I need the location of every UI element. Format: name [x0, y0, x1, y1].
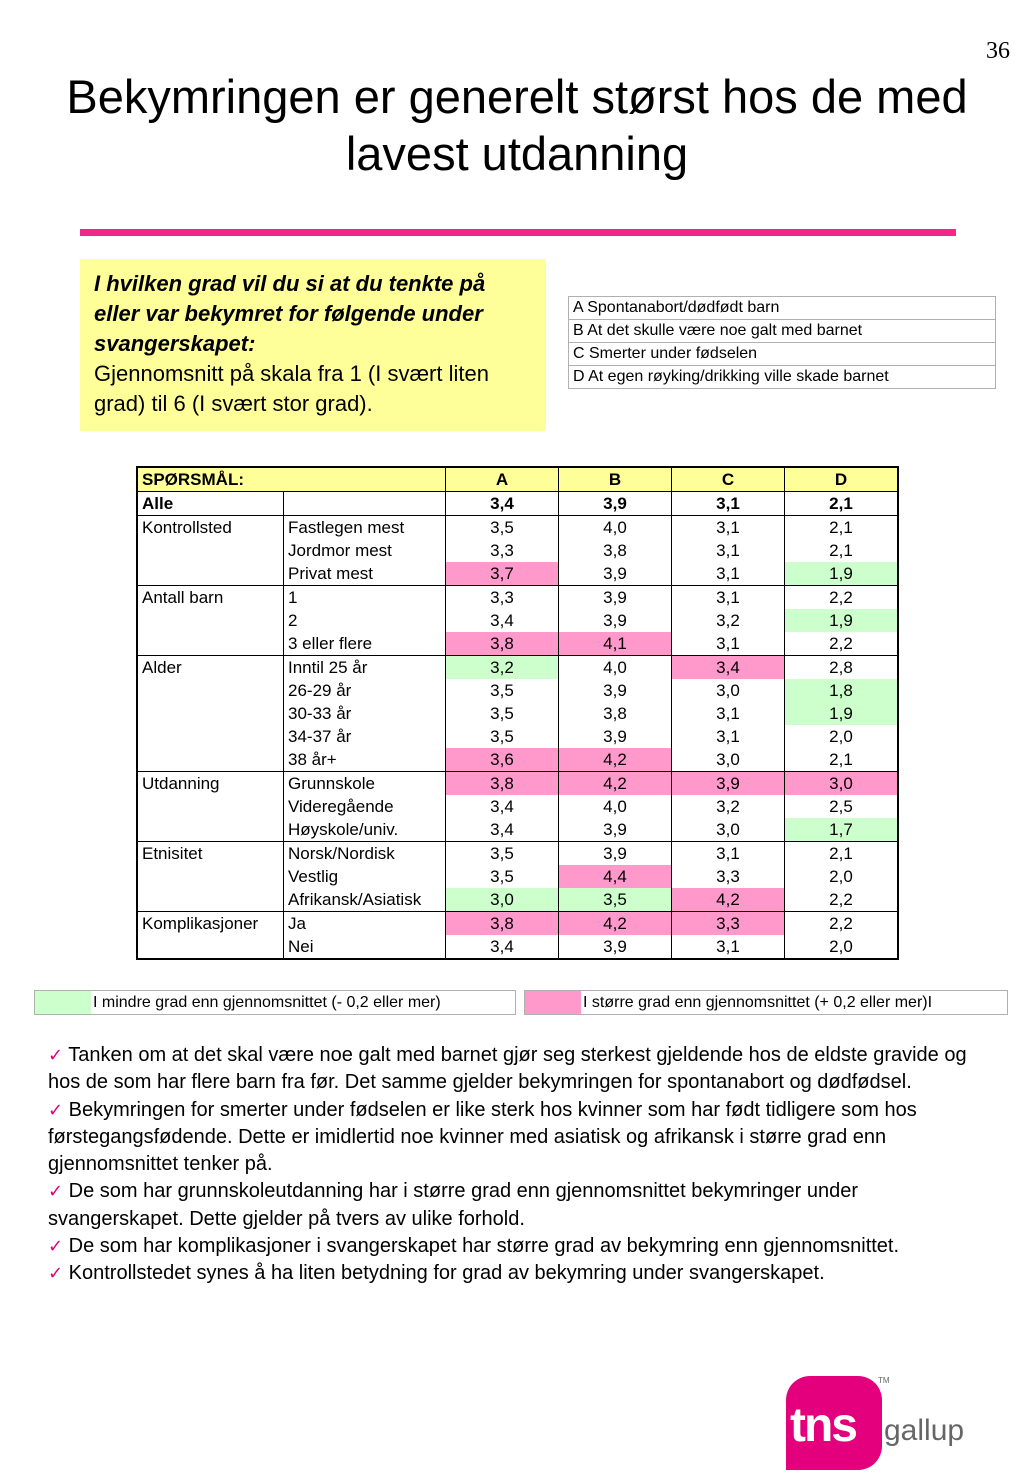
row-group [137, 865, 284, 888]
logo-brand-text: tns [790, 1399, 856, 1452]
question-legend-table [568, 296, 996, 389]
results-table [136, 466, 899, 960]
value-cell-a: 3,8 [446, 772, 559, 796]
value-cell-b: 3,9 [559, 562, 672, 586]
value-cell-a: 3,5 [446, 702, 559, 725]
checkmark-icon: ✓ [48, 1236, 64, 1258]
value-cell-c: 3,1 [672, 586, 785, 610]
row-group: Alle [137, 492, 284, 516]
row-subgroup: Grunnskole [284, 772, 446, 796]
value-cell-b: 3,9 [559, 725, 672, 748]
legend-item-d: D At egen røyking/drikking ville skade barnet [569, 366, 996, 389]
checkmark-icon: ✓ [48, 1263, 64, 1285]
legend-item-a: A Spontanabort/dødfødt barn [569, 297, 996, 320]
table-row [137, 679, 898, 702]
checkmark-icon: ✓ [48, 1181, 64, 1203]
header-col-d: D [785, 467, 899, 492]
value-cell-a: 3,4 [446, 935, 559, 959]
legend-less-text: I mindre grad enn gjennomsnittet (- 0,2 eller mer) [93, 993, 441, 1011]
question-box [80, 259, 546, 431]
row-group [137, 725, 284, 748]
row-group: Kontrollsted [137, 516, 284, 540]
row-group [137, 562, 284, 586]
table-row [137, 842, 898, 866]
value-cell-b: 3,9 [559, 935, 672, 959]
table-row [137, 865, 898, 888]
value-cell-c: 3,3 [672, 865, 785, 888]
value-cell-b: 3,9 [559, 842, 672, 866]
legend-row [569, 320, 996, 343]
row-group [137, 748, 284, 772]
value-cell-b: 3,9 [559, 609, 672, 632]
value-cell-b: 3,9 [559, 818, 672, 842]
value-cell-b: 4,0 [559, 656, 672, 680]
row-subgroup: Inntil 25 år [284, 656, 446, 680]
checkmark-icon: ✓ [48, 1045, 64, 1066]
table-row [137, 586, 898, 610]
value-cell-d: 2,1 [785, 492, 899, 516]
value-cell-a: 3,5 [446, 842, 559, 866]
value-cell-c: 3,1 [672, 842, 785, 866]
value-cell-b: 3,8 [559, 539, 672, 562]
value-cell-a: 3,8 [446, 912, 559, 936]
value-cell-a: 3,3 [446, 586, 559, 610]
value-cell-a: 3,5 [446, 516, 559, 540]
table-row [137, 562, 898, 586]
value-cell-c: 3,0 [672, 818, 785, 842]
row-subgroup: Nei [284, 935, 446, 959]
value-cell-b: 3,9 [559, 586, 672, 610]
table-row [137, 516, 898, 540]
value-cell-d: 2,5 [785, 795, 899, 818]
logo-mark [786, 1376, 882, 1470]
legend-more [524, 990, 1008, 1015]
value-cell-d: 2,0 [785, 865, 899, 888]
legend-more-text: I større grad enn gjennomsnittet (+ 0,2 eller mer)I [583, 993, 933, 1011]
row-subgroup: 30-33 år [284, 702, 446, 725]
value-cell-b: 4,2 [559, 748, 672, 772]
row-subgroup: 38 år+ [284, 748, 446, 772]
value-cell-c: 3,1 [672, 935, 785, 959]
value-cell-b: 4,0 [559, 795, 672, 818]
row-group [137, 679, 284, 702]
value-cell-d: 2,0 [785, 725, 899, 748]
row-group: Komplikasjoner [137, 912, 284, 936]
row-subgroup: Jordmor mest [284, 539, 446, 562]
row-subgroup: Høyskole/univ. [284, 818, 446, 842]
row-group: Alder [137, 656, 284, 680]
value-cell-c: 3,9 [672, 772, 785, 796]
header-col-b: B [559, 467, 672, 492]
title-divider [80, 229, 956, 236]
pink-swatch [525, 991, 581, 1014]
logo-tm: TM [878, 1376, 890, 1385]
value-cell-b: 3,9 [559, 679, 672, 702]
row-subgroup: Norsk/Nordisk [284, 842, 446, 866]
row-subgroup: Ja [284, 912, 446, 936]
value-cell-b: 4,1 [559, 632, 672, 656]
value-cell-a: 3,0 [446, 888, 559, 912]
tns-gallup-logo [786, 1376, 966, 1470]
list-item: ✓ Kontrollstedet synes å ha liten betydning for grad av bekymring under svangerskapet. [48, 1262, 825, 1285]
row-group [137, 539, 284, 562]
value-cell-b: 4,0 [559, 516, 672, 540]
row-subgroup: 3 eller flere [284, 632, 446, 656]
row-subgroup [284, 492, 446, 516]
table-row [137, 609, 898, 632]
row-group [137, 795, 284, 818]
row-subgroup: Afrikansk/Asiatisk [284, 888, 446, 912]
value-cell-c: 3,1 [672, 632, 785, 656]
value-cell-c: 3,1 [672, 516, 785, 540]
table-row [137, 748, 898, 772]
list-item: ✓ De som har komplikasjoner i svangerskapet har større grad av bekymring enn gjennomsnittet. [48, 1235, 900, 1258]
value-cell-d: 2,2 [785, 586, 899, 610]
table-row [137, 656, 898, 680]
value-cell-b: 3,5 [559, 888, 672, 912]
value-cell-a: 3,7 [446, 562, 559, 586]
value-cell-b: 4,2 [559, 912, 672, 936]
value-cell-d: 2,1 [785, 539, 899, 562]
value-cell-b: 4,2 [559, 772, 672, 796]
value-cell-b: 4,4 [559, 865, 672, 888]
row-subgroup: 1 [284, 586, 446, 610]
value-cell-d: 2,2 [785, 912, 899, 936]
value-cell-c: 3,2 [672, 795, 785, 818]
question-text: I hvilken grad vil du si at du tenkte på eller var bekymret for følgende under svangerskapet: [94, 271, 486, 356]
value-cell-d: 2,0 [785, 935, 899, 959]
value-cell-a: 3,4 [446, 818, 559, 842]
checkmark-icon: ✓ [48, 1099, 64, 1121]
value-cell-a: 3,2 [446, 656, 559, 680]
legend-item-c: C Smerter under fødselen [569, 343, 996, 366]
value-cell-a: 3,5 [446, 679, 559, 702]
row-subgroup: Fastlegen mest [284, 516, 446, 540]
list-item: ✓ Tanken om at det skal være noe galt med barnet gjør seg sterkest gjeldende hos de eldste gravide og hos de som har flere barn fra før. Det samme gjelder bekymringen for spontanabort og dødfødsel. [48, 1044, 967, 1094]
value-cell-c: 3,0 [672, 748, 785, 772]
row-group [137, 702, 284, 725]
findings-list [48, 1042, 998, 1288]
row-subgroup: 34-37 år [284, 725, 446, 748]
value-cell-c: 3,1 [672, 725, 785, 748]
value-cell-c: 3,0 [672, 679, 785, 702]
row-group [137, 632, 284, 656]
list-item: ✓ Bekymringen for smerter under fødselen er like sterk hos kvinner som har født tidligere som hos førstegangsfødende. Dette er imidlertid noe kvinner med asiatisk og afrikansk i større grad enn gjennomsnittet tenker på. [48, 1098, 917, 1176]
value-cell-d: 1,9 [785, 609, 899, 632]
table-row [137, 888, 898, 912]
value-cell-d: 2,8 [785, 656, 899, 680]
table-row [137, 539, 898, 562]
value-cell-a: 3,5 [446, 725, 559, 748]
value-cell-a: 3,3 [446, 539, 559, 562]
row-subgroup: Videregående [284, 795, 446, 818]
row-group: Etnisitet [137, 842, 284, 866]
value-cell-c: 3,2 [672, 609, 785, 632]
table-row [137, 702, 898, 725]
table-row [137, 818, 898, 842]
row-subgroup: 2 [284, 609, 446, 632]
value-cell-b: 3,8 [559, 702, 672, 725]
value-cell-d: 1,8 [785, 679, 899, 702]
green-swatch [35, 991, 91, 1014]
value-cell-d: 2,2 [785, 888, 899, 912]
value-cell-a: 3,8 [446, 632, 559, 656]
table-row [137, 935, 898, 959]
value-cell-d: 2,1 [785, 748, 899, 772]
value-cell-c: 3,1 [672, 492, 785, 516]
row-group: Antall barn [137, 586, 284, 610]
value-cell-a: 3,6 [446, 748, 559, 772]
value-cell-d: 1,7 [785, 818, 899, 842]
table-row [137, 912, 898, 936]
table-row [137, 725, 898, 748]
table-row [137, 632, 898, 656]
legend-row [569, 366, 996, 389]
value-cell-a: 3,4 [446, 795, 559, 818]
value-cell-a: 3,4 [446, 492, 559, 516]
row-subgroup: Privat mest [284, 562, 446, 586]
table-row [137, 492, 898, 516]
table-header-row [137, 467, 898, 492]
row-group [137, 888, 284, 912]
value-cell-d: 1,9 [785, 702, 899, 725]
row-subgroup: 26-29 år [284, 679, 446, 702]
legend-row [569, 297, 996, 320]
value-cell-c: 3,1 [672, 539, 785, 562]
legend-row [569, 343, 996, 366]
logo-sub-text: gallup [884, 1414, 965, 1447]
value-cell-c: 3,1 [672, 562, 785, 586]
row-subgroup: Vestlig [284, 865, 446, 888]
header-label: SPØRSMÅL: [137, 467, 446, 492]
table-row [137, 795, 898, 818]
row-group [137, 935, 284, 959]
value-cell-c: 4,2 [672, 888, 785, 912]
value-cell-b: 3,9 [559, 492, 672, 516]
value-cell-a: 3,4 [446, 609, 559, 632]
header-col-c: C [672, 467, 785, 492]
question-scale-text: Gjennomsnitt på skala fra 1 (I svært liten grad) til 6 (I svært stor grad). [94, 361, 489, 416]
page-title: Bekymringen er generelt størst hos de med lavest utdanning [66, 70, 968, 180]
legend-item-b: B At det skulle være noe galt med barnet [569, 320, 996, 343]
value-cell-d: 3,0 [785, 772, 899, 796]
legend-less [34, 990, 516, 1015]
row-group [137, 818, 284, 842]
row-group [137, 609, 284, 632]
value-cell-d: 2,2 [785, 632, 899, 656]
value-cell-d: 1,9 [785, 562, 899, 586]
value-cell-c: 3,3 [672, 912, 785, 936]
header-col-a: A [446, 467, 559, 492]
table-row [137, 772, 898, 796]
row-group: Utdanning [137, 772, 284, 796]
value-cell-d: 2,1 [785, 516, 899, 540]
value-cell-c: 3,1 [672, 702, 785, 725]
value-cell-c: 3,4 [672, 656, 785, 680]
page-number: 36 [986, 38, 1010, 64]
list-item: ✓ De som har grunnskoleutdanning har i større grad enn gjennomsnittet bekymringer under svangerskapet. Dette gjelder på tvers av ulike forhold. [48, 1180, 858, 1230]
value-cell-a: 3,5 [446, 865, 559, 888]
value-cell-d: 2,1 [785, 842, 899, 866]
